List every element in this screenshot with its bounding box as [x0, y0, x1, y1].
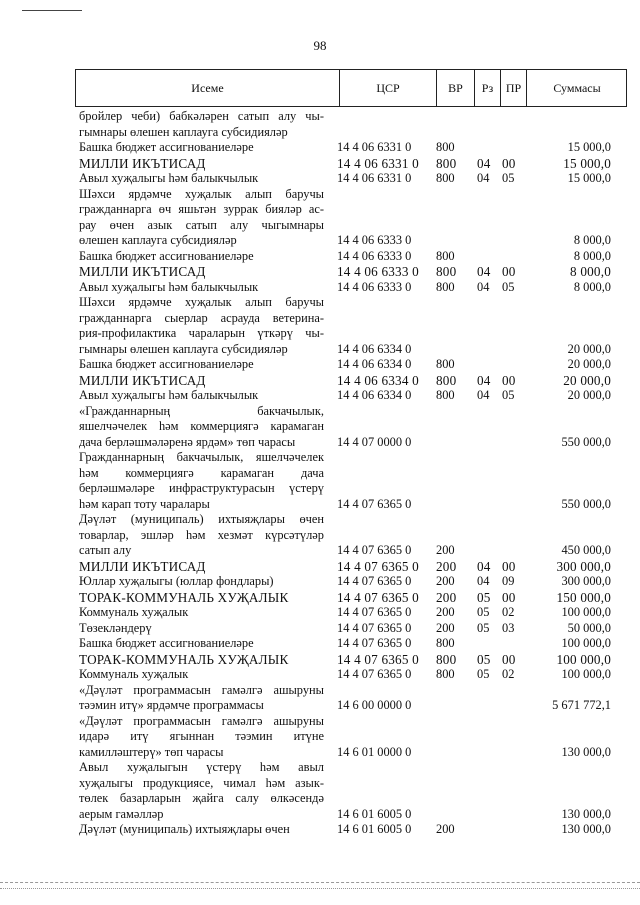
row-name: [79, 822, 324, 838]
table-body: [79, 109, 619, 838]
row-vr: 800: [436, 372, 457, 388]
page-number: 98: [313, 38, 327, 53]
row-name: [79, 559, 324, 575]
row-name: [79, 404, 324, 451]
row-name-line: Авыл хуҗалыгы һәм балыкчылык: [79, 171, 259, 185]
row-sum: 20 000,0: [567, 341, 611, 356]
row-vr: 800: [436, 388, 455, 402]
row-csr: 14 4 06 6333 0: [337, 233, 412, 247]
row-name-line: Авыл хуҗалыгын үстерү һәм авыл: [79, 760, 324, 774]
row-pr: 00: [502, 264, 516, 279]
row-name-line: өлешен каплауга субсидияләр: [79, 233, 237, 247]
row-name: [79, 264, 324, 280]
row-vr: 200: [436, 589, 457, 605]
row-name: [79, 109, 324, 140]
row-name-line: Башка бюджет ассигнованиеләре: [79, 248, 254, 263]
row-name-line: ТОРАК-КОММУНАЛЬ ХУҖАЛЫК: [79, 589, 289, 605]
row-name-line: яшелчәчелек һәм коммерциягә карамаган: [79, 419, 324, 433]
row-name-line: Төзекләндерү: [79, 620, 152, 635]
row-csr: 14 4 07 6365 0: [337, 667, 412, 681]
row-name-line: гымнары өлешен каплауга субсидияләр: [79, 124, 288, 139]
row-csr: 14 4 06 6333 0: [337, 279, 412, 294]
row-name: [79, 714, 324, 761]
row-name-line: рия-профилактика чараларын үткәрү чы-: [79, 326, 324, 340]
row-pr: 00: [502, 651, 516, 667]
table-row: [79, 667, 619, 683]
table-row: [79, 652, 619, 668]
table-row: [79, 450, 619, 512]
table-row: [79, 373, 619, 389]
table-row: [79, 280, 619, 296]
table-row: [79, 187, 619, 249]
row-name: [79, 171, 324, 187]
row-name-line: аерым гамәлләр: [79, 806, 164, 821]
row-pr: 05: [502, 171, 515, 185]
row-name-line: Дәүләт (муниципаль) ихтыяҗлары өчен: [79, 512, 324, 526]
row-csr: 14 4 06 6334 0: [337, 357, 412, 371]
row-name-line: гражданнарга сыерлар асрауда ветерина-: [79, 310, 324, 325]
row-pr: 02: [502, 605, 515, 619]
row-name-line: идарә итү ягыннан тәэмин итүне: [79, 729, 324, 743]
row-csr: 14 4 07 6365 0: [337, 636, 412, 650]
table-row: [79, 357, 619, 373]
row-name-line: Коммуналь хуҗалык: [79, 605, 189, 619]
row-name: [79, 636, 324, 652]
row-sum: 15 000,0: [567, 140, 611, 154]
row-rz: 05: [477, 589, 491, 605]
table-row: [79, 109, 619, 140]
row-sum: 550 000,0: [561, 434, 611, 449]
row-pr: 05: [502, 388, 515, 402]
row-sum: 15 000,0: [563, 155, 611, 171]
row-name-line: Шәхси ярдәмче хуҗалык алып баручы: [79, 186, 324, 201]
table-row: [79, 171, 619, 187]
row-sum: 550 000,0: [561, 496, 611, 511]
row-csr: 14 4 07 6365 0: [337, 574, 412, 588]
row-csr: 14 6 00 0000 0: [337, 698, 412, 712]
row-sum: 8 000,0: [573, 233, 611, 247]
row-sum: 100 000,0: [561, 636, 611, 650]
row-sum: 8 000,0: [573, 248, 611, 263]
row-vr: 800: [436, 140, 455, 154]
row-name: [79, 357, 324, 373]
row-name-line: Башка бюджет ассигнованиеләре: [79, 636, 254, 650]
row-sum: 450 000,0: [561, 543, 611, 557]
table-header: [75, 69, 627, 107]
row-sum: 130 000,0: [561, 822, 611, 836]
row-csr: 14 4 06 6334 0: [337, 372, 419, 388]
table-row: [79, 760, 619, 822]
row-sum: 300 000,0: [556, 558, 611, 574]
row-rz: 04: [477, 574, 490, 588]
row-name-line: МИЛЛИ ИКЪТИСАД: [79, 372, 206, 388]
bottom-scan-rule: [0, 882, 640, 883]
row-sum: 150 000,0: [556, 589, 611, 605]
row-name-line: Юллар хуҗалыгы (юллар фондлары): [79, 574, 274, 588]
row-vr: 800: [436, 651, 457, 667]
row-sum: 100 000,0: [561, 667, 611, 681]
row-name-line: камилләштерү» төп чарасы: [79, 744, 224, 759]
row-csr: 14 4 07 6365 0: [337, 620, 412, 635]
table-row: [79, 249, 619, 265]
row-sum: 100 000,0: [556, 651, 611, 667]
row-sum: 300 000,0: [561, 574, 611, 588]
row-pr: 02: [502, 667, 515, 681]
row-name: [79, 683, 324, 714]
row-name: [79, 760, 324, 822]
row-csr: 14 4 06 6331 0: [337, 171, 412, 185]
table-row: [79, 822, 619, 838]
row-rz: 04: [477, 264, 491, 279]
row-name: [79, 388, 324, 404]
table-row: [79, 574, 619, 590]
row-pr: 05: [502, 279, 515, 294]
row-name-line: дача берләшмәләренә ярдәм» төп чарасы: [79, 434, 296, 449]
row-sum: 100 000,0: [561, 605, 611, 619]
row-name-line: «Дәүләт программасын гамәлгә ашыруны: [79, 682, 324, 697]
row-sum: 20 000,0: [567, 388, 611, 402]
row-name-line: төлек базарларын җайга салу өлкәсендә: [79, 791, 324, 805]
table-row: [79, 559, 619, 575]
row-vr: 200: [436, 620, 455, 635]
row-name: [79, 621, 324, 637]
header-pr: ПР: [500, 70, 526, 106]
row-name-line: ТОРАК-КОММУНАЛЬ ХУҖАЛЫК: [79, 651, 289, 667]
table-row: [79, 590, 619, 606]
row-name-line: Гражданнарның бакчачылык, яшелчәчелек: [79, 450, 324, 464]
row-name-line: Шәхси ярдәмче хуҗалык алып баручы: [79, 295, 324, 309]
header-sum: Суммасы: [526, 70, 627, 106]
row-rz: 05: [477, 667, 490, 681]
row-csr: 14 4 07 6365 0: [337, 496, 412, 511]
table-row: [79, 512, 619, 559]
row-name-line: һәм коммерциягә карамаган дача: [79, 465, 324, 480]
row-rz: 04: [477, 372, 491, 388]
table-row: [79, 714, 619, 761]
header-vr: ВР: [436, 70, 474, 106]
row-pr: 00: [502, 589, 516, 605]
row-name: [79, 512, 324, 559]
row-name: [79, 450, 324, 512]
table-row: [79, 264, 619, 280]
row-pr: 00: [502, 155, 516, 171]
row-csr: 14 4 07 6365 0: [337, 605, 412, 619]
row-sum: 130 000,0: [561, 744, 611, 759]
row-csr: 14 6 01 6005 0: [337, 806, 412, 821]
header-rz: Рз: [474, 70, 500, 106]
header-csr: ЦСР: [339, 70, 436, 106]
row-sum: 8 000,0: [573, 279, 611, 294]
row-csr: 14 6 01 0000 0: [337, 744, 412, 759]
row-vr: 800: [436, 357, 455, 371]
row-vr: 200: [436, 558, 457, 574]
row-csr: 14 6 01 6005 0: [337, 822, 412, 836]
row-sum: 15 000,0: [567, 171, 611, 185]
row-name-line: «Дәүләт программасын гамәлгә ашыруны: [79, 713, 324, 728]
row-name: [79, 140, 324, 156]
row-csr: 14 4 06 6334 0: [337, 388, 412, 402]
row-name: [79, 652, 324, 668]
row-sum: 8 000,0: [570, 264, 611, 279]
row-csr: 14 4 07 6365 0: [337, 543, 412, 557]
row-vr: 200: [436, 605, 455, 619]
row-rz: 05: [477, 620, 490, 635]
row-csr: 14 4 06 6333 0: [337, 248, 412, 263]
header-name: Исеме: [191, 80, 224, 95]
row-name: [79, 187, 324, 249]
row-name-line: гымнары өлешен каплауга субсидияләр: [79, 341, 288, 356]
row-vr: 800: [436, 279, 455, 294]
row-vr: 800: [436, 171, 455, 185]
row-rz: 05: [477, 651, 491, 667]
row-csr: 14 4 07 0000 0: [337, 434, 412, 449]
row-vr: 800: [436, 248, 455, 263]
row-name-line: берләшмәләре инфраструктурасын үстерү: [79, 481, 324, 495]
bottom-scan-rule-2: [0, 888, 640, 889]
row-name: [79, 590, 324, 606]
row-name: [79, 373, 324, 389]
row-sum: 20 000,0: [563, 372, 611, 388]
row-csr: 14 4 06 6334 0: [337, 341, 412, 356]
row-name: [79, 295, 324, 357]
row-name: [79, 249, 324, 265]
row-name: [79, 156, 324, 172]
row-name-line: Авыл хуҗалыгы һәм балыкчылык: [79, 279, 259, 294]
row-name-line: Башка бюджет ассигнованиеләре: [79, 357, 254, 371]
row-csr: 14 4 07 6365 0: [337, 558, 419, 574]
row-rz: 04: [477, 279, 490, 294]
row-name-line: Башка бюджет ассигнованиеләре: [79, 140, 254, 154]
table-row: [79, 404, 619, 451]
table-row: [79, 605, 619, 621]
row-name-line: Авыл хуҗалыгы һәм балыкчылык: [79, 388, 259, 402]
row-rz: 04: [477, 171, 490, 185]
row-rz: 05: [477, 605, 490, 619]
table-row: [79, 156, 619, 172]
row-vr: 200: [436, 574, 455, 588]
row-csr: 14 4 06 6331 0: [337, 140, 412, 154]
row-name-line: товарлар, эшләр һәм хезмәт күрсәтүләр: [79, 527, 324, 542]
table-row: [79, 388, 619, 404]
row-name-line: тәэмин итү» ярдәмче программасы: [79, 698, 264, 712]
row-rz: 04: [477, 388, 490, 402]
row-name: [79, 605, 324, 621]
row-sum: 50 000,0: [567, 620, 611, 635]
row-pr: 03: [502, 620, 515, 635]
row-vr: 800: [436, 636, 455, 650]
row-name-line: МИЛЛИ ИКЪТИСАД: [79, 155, 206, 171]
row-sum: 20 000,0: [567, 357, 611, 371]
row-csr: 14 4 06 6333 0: [337, 264, 419, 279]
table-row: [79, 295, 619, 357]
row-pr: 00: [502, 372, 516, 388]
row-rz: 04: [477, 155, 491, 171]
row-vr: 800: [436, 264, 457, 279]
row-pr: 09: [502, 574, 515, 588]
row-name-line: гражданнарга өч яшьтән зуррак бияләр ас-: [79, 202, 324, 216]
row-name-line: һәм карап тоту чаралары: [79, 496, 210, 511]
row-name-line: «Гражданнарның бакчачылык,: [79, 403, 324, 418]
table-row: [79, 621, 619, 637]
row-name-line: сатып алу: [79, 543, 132, 557]
row-name-line: рау өчен азык сатып алу чыгымнары: [79, 217, 324, 232]
table-row: [79, 683, 619, 714]
row-pr: 00: [502, 558, 516, 574]
row-name-line: Коммуналь хуҗалык: [79, 667, 189, 681]
row-sum: 130 000,0: [561, 806, 611, 821]
row-name: [79, 280, 324, 296]
row-name: [79, 667, 324, 683]
row-vr: 800: [436, 155, 457, 171]
row-vr: 800: [436, 667, 455, 681]
table-row: [79, 636, 619, 652]
row-name: [79, 574, 324, 590]
row-vr: 200: [436, 543, 455, 557]
row-sum: 5 671 772,1: [552, 698, 611, 712]
row-name-line: Дәүләт (муниципаль) ихтыяҗлары өчен: [79, 822, 290, 836]
row-csr: 14 4 07 6365 0: [337, 589, 419, 605]
row-name-line: хуҗалыгы продукциясе, чимал һәм азык-: [79, 775, 324, 790]
row-csr: 14 4 07 6365 0: [337, 651, 419, 667]
row-name-line: МИЛЛИ ИКЪТИСАД: [79, 558, 206, 574]
table-row: [79, 140, 619, 156]
row-name-line: бройлер чеби) бабкәләрен сатып алу чы-: [79, 109, 324, 123]
row-name-line: МИЛЛИ ИКЪТИСАД: [79, 264, 206, 279]
top-edge-mark: [22, 10, 82, 11]
row-rz: 04: [477, 558, 491, 574]
row-vr: 200: [436, 822, 455, 836]
row-csr: 14 4 06 6331 0: [337, 155, 419, 171]
